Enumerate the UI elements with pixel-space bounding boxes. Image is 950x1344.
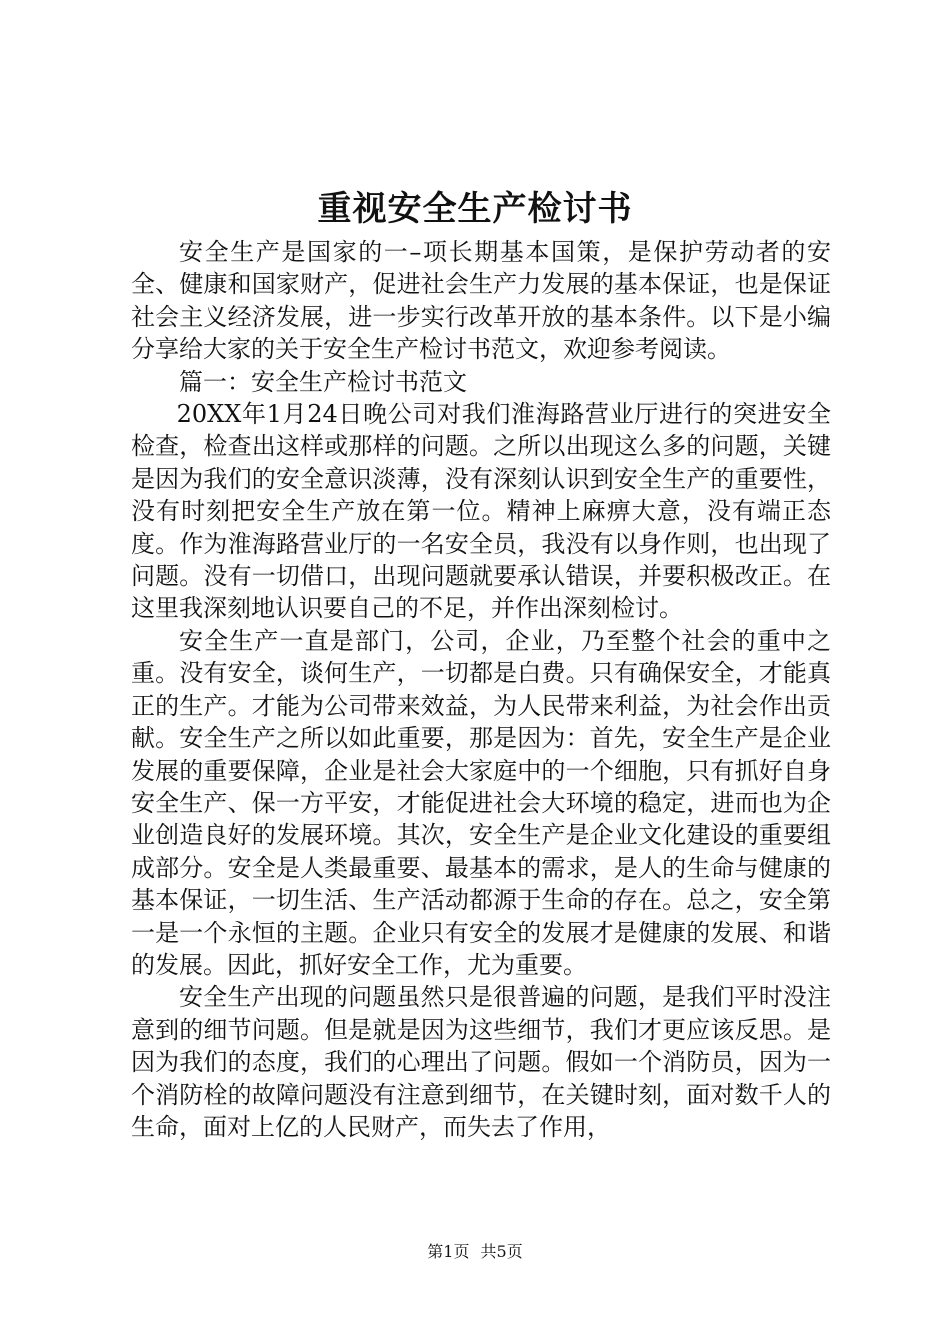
page-footer xyxy=(0,1240,950,1264)
section-heading: 篇一：安全生产检讨书范文 xyxy=(179,367,467,396)
body-paragraph: 安全生产一直是部门，公司，企业，乃至整个社会的重中之重。没有安全，谈何生产，一切都是白费。只有确保安全，才能真正的生产。才能为公司带来效益，为人民带来利益，为社会作出贡献。安全生产之所以如此重要，那是因为：首先，安全生产是企业发展的重要保障，企业是社会大家庭中的一个细胞，只有抓好自身安全生产、保一方平安，才能促进社会大环境的稳定，进而也为企业创造良好的发展环境。其次，安全生产是企业文化建设的重要组成部分。安全是人类最重要、最基本的需求，是人的生命与健康的基本保证，一切生活、生产活动都源于生命的存在。总之，安全第一是一个永恒的主题。企业只有安全的发展才是健康的发展、和谐的发展。因此，抓好安全工作，尤为重要。 xyxy=(131,626,831,979)
page-number: 第1页 xyxy=(427,1242,470,1261)
intro-paragraph: 安全生产是国家的一–项长期基本国策，是保护劳动者的安全、健康和国家财产，促进社会生产力发展的基本保证，也是保证社会主义经济发展，进一步实行改革开放的基本条件。以下是小编分享给大家的关于安全生产检讨书范文，欢迎参考阅读。 xyxy=(131,238,831,364)
document-body xyxy=(131,236,831,1143)
body-paragraph: 安全生产出现的问题虽然只是很普遍的问题，是我们平时没注意到的细节问题。但是就是因为这些细节，我们才更应该反思。是因为我们的态度，我们的心理出了问题。假如一个消防员，因为一个消防栓的故障问题没有注意到细节，在关键时刻，面对数千人的生命，面对上亿的人民财产，而失去了作用， xyxy=(131,983,831,1141)
page-total: 共5页 xyxy=(480,1242,523,1261)
document-title: 重视安全生产检讨书 xyxy=(317,189,633,229)
body-paragraph: 20XX年1月24日晚公司对我们淮海路营业厅进行的突进安全检查，检查出这样或那样的问题。之所以出现这么多的问题，关键是因为我们的安全意识淡薄，没有深刻认识到安全生产的重要性，没有时刻把安全生产放在第一位。精神上麻痹大意，没有端正态度。作为淮海路营业厅的一名安全员，我没有以身作则，也出现了问题。没有一切借口，出现问题就要承认错误，并要积极改正。在这里我深刻地认识要自己的不足，并作出深刻检讨。 xyxy=(131,400,831,623)
